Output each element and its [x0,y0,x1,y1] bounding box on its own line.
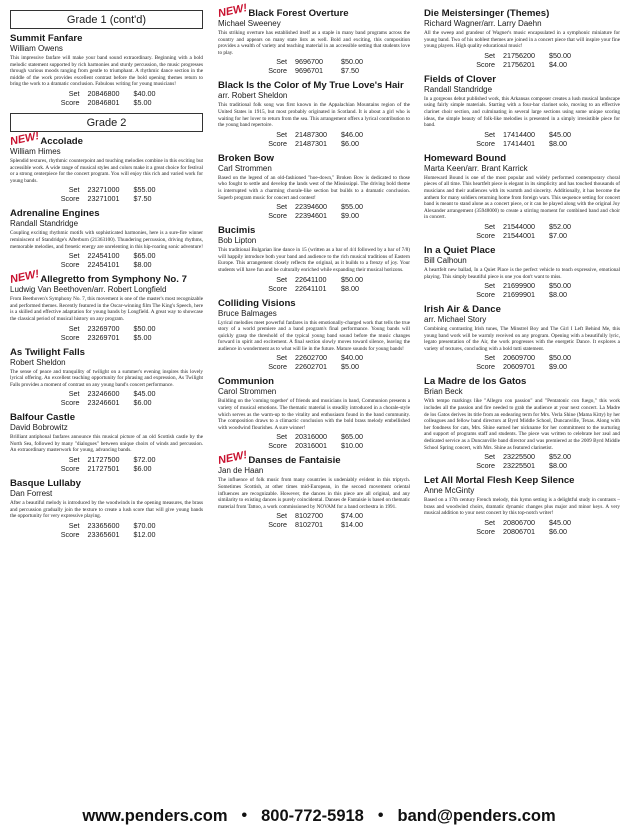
score-price-row [10,530,203,539]
catalog-number: 21544000 [503,221,535,231]
new-badge: NEW! [8,268,41,287]
price-value: $4.00 [549,59,567,69]
catalog-number: 22602701 [295,362,327,372]
catalog-item [424,304,620,371]
new-badge: NEW! [216,2,249,20]
set-price-row [10,324,203,333]
catalog-item [218,225,410,292]
grade-2-items [8,130,203,539]
item-composer: Bob Lipton [218,236,257,246]
catalog-number: 9696700 [295,57,323,67]
item-title-text: Broken Bow [218,152,274,164]
score-price-row [424,139,620,148]
catalog-number: 20846800 [87,88,120,98]
score-price-row [424,290,620,299]
price-value: $70.00 [133,520,156,530]
price-label: Score [60,260,80,270]
catalog-item [424,8,620,69]
price-label: Score [60,97,80,107]
price-value: $14.00 [341,520,363,530]
item-title-text: Danses de Fantaisie [248,455,341,467]
item-composer: David Bobrowitz [10,423,68,433]
price-value: $65.00 [133,251,156,261]
catalog-number: 20316000 [295,432,327,442]
item-title [424,376,620,387]
price-label: Set [484,518,495,527]
item-composer: Carol Strommen [218,387,277,397]
column-2 [216,2,410,534]
catalog-number: 22454100 [87,251,120,261]
set-price-row [424,281,620,290]
item-description: The sense of peace and tranquility of twilight on a summer's evening inspires this lovely lyrical offering. An excellent teaching opportunity for phrasing and expression, As Twilight Falls provides a moment of contrast on any young band's concert performance. [10,368,203,388]
catalog-number: 21756201 [503,59,535,69]
catalog-number: 20609701 [503,362,535,372]
set-price-row [218,57,410,66]
score-price-row [424,461,620,470]
catalog-item [216,449,410,530]
item-title [10,347,203,358]
catalog-number: 23365600 [87,520,120,530]
catalog-number: 23269701 [87,332,120,342]
price-label: Score [60,529,80,539]
price-value: $9.00 [549,362,567,372]
item-composer: Carl Strommen [218,163,272,173]
item-title-text: Irish Air & Dance [424,304,501,316]
catalog-number: 8102700 [295,511,323,521]
catalog-number: 8102701 [295,520,323,530]
item-title-text: Communion [218,376,274,388]
item-description: This impressive fanfare will make your band sound extraordinary. Beginning with a bold melodic statement supported by rich harmonies and sturdy percussion, the music progresses through various moods ranging from gentle to triumphant. A rhythmic dance section in the middle of the work provides excellent contrast before the bold opening themes return to bring the work to a dramatic conclusion. Fabulous writing for young musicians! [10,55,203,88]
price-label: Score [60,398,80,408]
item-title-text: Allegretto from Symphony No. 7 [40,274,187,286]
price-value: $8.00 [341,283,359,293]
price-value: $55.00 [133,185,156,195]
catalog-number: 9696701 [295,66,323,76]
price-label: Score [60,194,80,204]
item-description: Splendid textures, rhythmic counterpoint and touching melodies combine in this exciting but accessible work. A wide range of musical styles and colors make it a great choice for festival or a strong centerpiece for the concert program. You will enjoy this rich and varied work for young bands. [10,157,203,184]
item-title [8,268,203,287]
item-description: From Beethoven's Symphony No. 7, this movement is one of the master's most recognizable and performed themes. Recently featured in the Oscar-winning film The King's Speech, here is a skilled and effective adaptation for young bands by Longfield. A great way to showcase the classical period of musical history on any program. [10,296,203,322]
item-title-text: Colliding Visions [218,297,296,309]
price-value: $12.00 [133,529,156,539]
price-label: Score [60,332,80,342]
catalog-number: 17414401 [503,138,535,148]
set-price-row [10,455,203,464]
catalog-number: 23271000 [87,185,120,195]
new-badge: NEW! [8,130,41,148]
item-description: Homeward Bound is one of the most popular and widely performed contemporary choral pieces of all time. This heartfelt piece is elegant in its simplicity and has touched thousands of musicians and their audiences with its warmth and sincerity. Additionally, it has become the anthem for many soldiers returning home from foreign wars. This sequence setting for concert band is meant to stand alone as a concert piece, or it can be played along with the original Joy Alexander arrangement (35948000) to create a stirring moment for combined band and choir in concert. [424,174,620,221]
price-value: $50.00 [549,281,571,291]
item-title-text: In a Quiet Place [424,244,496,256]
column-1 [10,8,203,544]
catalog-number: 21487300 [295,129,327,139]
price-label: Score [476,230,495,240]
price-value: $8.00 [133,260,152,270]
price-label: Score [268,520,287,530]
item-title [424,153,620,164]
item-title [10,478,203,489]
item-title-text: La Madre de los Gatos [424,376,527,388]
price-label: Score [268,138,287,148]
price-label: Set [484,281,495,291]
price-label: Set [276,511,287,521]
item-description: This traditional folk song was first known in the Appalachian Mountains region of the United States in 1915, but most probably originated in Scotland. It is about a girl who is waiting for her lover to return from the sea. This arrangement offers a lyrical contribution to the young band repertoire. [218,102,410,129]
catalog-item [424,153,620,240]
item-title [10,208,203,219]
set-price-row [424,353,620,362]
price-label: Score [268,211,287,221]
catalog-number: 17414400 [503,129,535,139]
price-label: Set [68,88,80,98]
catalog-number: 22641101 [295,283,327,293]
price-label: Score [476,138,495,148]
set-price-row [218,511,410,520]
score-price-row [218,362,410,371]
set-price-row [218,432,410,441]
price-value: $5.00 [133,332,152,342]
catalog-item [218,153,410,220]
set-price-row [424,222,620,231]
price-value: $8.00 [549,290,567,300]
price-label: Score [476,362,495,372]
catalog-item [424,475,620,536]
item-title-text: Die Meistersinger (Themes) [424,8,550,19]
score-price-row [218,139,410,148]
item-composer: Jan de Haan [218,466,264,476]
catalog-number: 23225501 [503,461,535,471]
catalog-number: 20846801 [87,97,120,107]
set-price-row [218,275,410,284]
price-value: $40.00 [341,353,363,363]
item-composer: William Himes [10,146,61,156]
price-value: $45.00 [133,389,156,399]
footer-separator: • [241,807,248,824]
price-label: Set [484,129,495,139]
catalog-number: 23365601 [87,529,120,539]
item-composer: Richard Wagner/arr. Larry Daehn [424,19,542,28]
set-price-row [10,89,203,98]
price-label: Score [268,66,287,76]
price-value: $50.00 [341,57,363,67]
price-label: Set [484,221,495,231]
price-label: Set [276,432,287,442]
item-title-text: Black Is the Color of My True Love's Hair [218,80,404,92]
set-price-row [424,452,620,461]
price-label: Set [484,50,495,60]
item-title-text: Basque Lullaby [10,478,81,490]
item-title [8,130,203,148]
item-description: This striking overture has established itself as a staple in many band programs across the country and appears on many state lists as well. Bold and exciting, this composition provides a wealth of variety and teaching material in an accessible setting that students love to play. [218,30,410,56]
score-price-row [218,284,410,293]
price-label: Set [68,520,80,530]
catalog-number: 22394600 [295,202,327,212]
price-value: $5.00 [341,362,359,372]
catalog-item [10,412,203,473]
set-price-row [218,353,410,362]
item-description: Coupling exciting rhythmic motifs with sophisticated harmonies, here is a sure-fire winner reminiscent of Standridge's Afterburn (21363100). Thundering percussion, driving rhythms, memorable melodies, and frenetic energy are unrelenting in this hip-roaring sonic adventure! [10,230,203,250]
set-price-row [218,202,410,211]
item-composer: Randall Standridge [10,219,79,229]
price-label: Set [276,57,287,67]
set-price-row [10,185,203,194]
price-label: Set [68,251,80,261]
price-label: Set [68,185,80,195]
price-label: Score [476,461,495,471]
score-price-row [218,520,410,529]
catalog-item [10,33,203,107]
score-price-row [10,333,203,342]
score-price-row [424,362,620,371]
catalog-number: 21727500 [87,455,120,465]
price-value: $8.00 [549,138,567,148]
item-title [218,80,410,91]
catalog-number: 22641100 [295,274,327,284]
score-price-row [218,441,410,450]
catalog-item [424,74,620,148]
footer-phone[interactable]: 800-772-5918 [261,806,364,825]
item-composer: Brian Beck [424,387,463,397]
price-label: Set [68,389,80,399]
price-label: Score [268,283,287,293]
price-value: $50.00 [341,274,363,284]
price-value: $55.00 [341,202,363,212]
price-value: $9.00 [341,211,359,221]
price-value: $40.00 [133,88,156,98]
catalog-item [10,347,203,408]
catalog-number: 21727501 [87,464,120,474]
score-price-row [424,231,620,240]
score-price-row [218,211,410,220]
item-description: This traditional Bulgarian line dance in 15 (written as a bar of 4/4 followed by a bar of 7/8) will happily introduce both your band and audience to the rich musical traditions of Eastern Europe. This arrangement closely reflects the original, as it builds to a frenzy of joy. Your students will have fun and be culturally enriched while expanding their musical horizons. [218,247,410,273]
item-description: Combining contrasting Irish tunes, The Minstrel Boy and The Girl I Left Behind Me, this young band work will be warmly received on any program. Opening with a beautifully lyric, legato presentation of the Air, the work progresses with the energetic Dance. It explores a variety of textures, concluding with a bold tutti statement. [424,326,620,352]
item-composer: Anne McGinty [424,486,475,496]
price-value: $6.00 [133,464,152,474]
item-description: All the sweep and grandeur of Wagner's music encapsulated in a symphonic miniature for young band. Two of his noblest themes are joined in a concert piece that will inspire your fine young players. High quality educational music! [424,30,620,50]
price-value: $50.00 [133,323,156,333]
new-badge: NEW! [216,449,249,468]
item-composer: Michael Sweeney [218,19,281,28]
item-composer: William Owens [10,44,63,53]
item-description: Brilliant antiphonal fanfares announce this musical picture of an old Scottish castle by the North Sea, followed by many "dialogues" between unique choirs of winds and percussion. An extraordinary masterwork for young, advancing bands. [10,434,203,454]
price-value: $65.00 [341,432,363,442]
score-price-row [424,60,620,69]
catalog-number: 22394601 [295,211,327,221]
price-value: $7.50 [133,194,152,204]
item-composer: Bruce Balmages [218,308,277,318]
score-price-row [424,527,620,536]
item-title [424,304,620,315]
item-title [216,449,410,468]
catalog-item [10,478,203,539]
catalog-item [8,130,203,204]
catalog-number: 21699901 [503,290,535,300]
footer-contact [0,806,638,826]
catalog-number: 23225500 [503,452,535,462]
item-title-text: Let All Mortal Flesh Keep Silence [424,475,575,487]
item-composer: Marta Keen/arr. Brant Karrick [424,163,528,173]
item-composer: arr. Robert Sheldon [218,91,288,101]
column-3 [424,8,620,541]
price-label: Set [68,455,80,465]
catalog-number: 20609700 [503,353,535,363]
footer-website[interactable]: www.penders.com [82,806,228,825]
item-title-text: Black Forest Overture [248,8,349,19]
item-composer: Robert Sheldon [10,357,66,367]
score-price-row [10,98,203,107]
catalog-number: 23246600 [87,389,120,399]
set-price-row [10,251,203,260]
item-description: Based on a 17th century French melody, this hymn setting is a delightful study in contrasts – brass and woodwind choirs, dramatic dynamic changes plus major and minor keys. A very musical addition to your next concert by this top-notch writer! [424,497,620,517]
item-title [218,225,410,236]
price-value: $74.00 [341,511,363,521]
catalog-number: 22454101 [87,260,120,270]
catalog-number: 20806700 [503,518,535,527]
price-label: Set [276,353,287,363]
price-value: $10.00 [341,441,363,451]
set-price-row [424,518,620,527]
item-title-text: Accolade [40,135,83,147]
item-title [424,74,620,85]
score-price-row [10,194,203,203]
catalog-number: 23246601 [87,398,120,408]
item-composer: Ludwig Van Beethoven/arr. Robert Longfield [10,285,167,295]
catalog-number: 20316001 [295,441,327,451]
price-value: $6.00 [133,398,152,408]
catalog-number: 21544001 [503,230,535,240]
catalog-item [216,2,410,76]
catalog-number: 22602700 [295,353,327,363]
price-label: Score [476,527,495,536]
catalog-number: 23271001 [87,194,120,204]
catalog-item [218,80,410,147]
item-title [424,475,620,486]
price-value: $72.00 [133,455,156,465]
item-composer: Randall Standridge [424,84,493,94]
grade-1-header: Grade 1 (cont'd) [10,10,203,29]
price-label: Set [276,202,287,212]
set-price-row [10,521,203,530]
item-title-text: Fields of Clover [424,73,496,85]
item-title [218,298,410,309]
item-description: Lyrical melodies meet powerful fanfares in this emotionally-charged work that tells the true story of a world premiere and a band program's final performance. Young bands will quickly grasp the threshold of the typical young band sound before the music changes forward in spirit and excitement. A final section slowly moves toward silence, leaving the audience in wonderment as to what will lie in the future. Mature sounds for young bands! [218,319,410,352]
score-price-row [10,398,203,407]
price-label: Score [268,441,287,451]
item-description: Building on the 'coming together' of friends and musicians in band, Communion presents a variety of musical emotions. The thematic material is steadily introduced in a chorale-style which serves as the warm-up to the vitality and enthusiasm found in the band community. The composition draws to a climactic conclusion with the bold brass melody embellished with woodwind flourishes. A sure winner! [218,398,410,431]
set-price-row [424,51,620,60]
catalog-item [8,268,203,342]
item-composer: Dan Forrest [10,489,53,499]
item-title [218,376,410,387]
set-price-row [218,130,410,139]
price-label: Score [476,59,495,69]
set-price-row [10,389,203,398]
price-label: Set [484,353,495,363]
item-description: Based on the legend of an old-fashioned "hoe-down," Broken Bow is dedicated to those who fought to settle and develop the lands west of the Mississippi. The driving bold theme is interrupted with a charming chorale-like section but builds to a dramatic conclusion. Superb program music for concert and contest! [218,174,410,201]
price-label: Set [276,274,287,284]
price-value: $7.00 [549,230,567,240]
item-title [10,412,203,423]
catalog-item [218,298,410,372]
set-price-row [424,130,620,139]
score-price-row [218,66,410,75]
catalog-number: 23269700 [87,323,120,333]
item-title [216,2,410,20]
price-value: $45.00 [549,518,571,527]
item-description: A heartfelt new ballad, In a Quiet Place is the perfect vehicle to teach expressive, emotional playing. This simply beautiful piece is one you don't want to miss. [424,266,620,280]
price-value: $46.00 [341,129,363,139]
price-value: $5.00 [133,97,152,107]
item-title [424,8,620,19]
price-label: Set [276,129,287,139]
item-title-text: Summit Fanfare [10,33,83,44]
item-description: With tempo markings like "Allegro con passion" and "Pentatonic con fuego," this work includes all the passion and fire needed to grab the audience at your next concert. La Madre de los Gatos derives its title from an endearing term for Mrs. Verla Shine (Mama Kitty) by her colleagues and fellow band directors at Byrd Middle School, Duncanville, Texas. Along with her fondness for cats, Mrs. Shine earned her nickname for her commitment to the nurturing and support of programs staff and students. The piece was written to celebrate her zeal and dedicated service as a Duncanville band director and was premiered at the 2009 Byrd Middle School Spring concert, with Mrs. Shine as featured clarinetist. [424,398,620,451]
catalog-number: 20806701 [503,527,535,536]
item-composer: Bill Calhoun [424,255,467,265]
catalog-item [424,245,620,299]
footer-email[interactable]: band@penders.com [397,806,556,825]
price-value: $6.00 [549,527,567,536]
item-title [424,245,620,256]
item-title [218,153,410,164]
catalog-number: 21756200 [503,50,535,60]
price-value: $52.00 [549,452,571,462]
price-value: $7.50 [341,66,359,76]
item-title-text: Balfour Castle [10,412,76,424]
price-value: $6.00 [341,138,359,148]
price-value: $8.00 [549,461,567,471]
footer-separator: • [377,807,384,824]
price-value: $50.00 [549,353,571,363]
price-label: Score [268,362,287,372]
price-value: $50.00 [549,50,571,60]
item-title-text: Homeward Bound [424,152,507,164]
item-title-text: Adrenaline Engines [10,208,100,220]
item-description: The influence of folk music from many countries is undeniably evident in this triptych. Sometimes Scottish, at other times mid-European, in the second movement oriental influences are recognizable. However, the dances in this piece are all original, and any similarity to existing dances is purely coincidental. Danses de Fantaisie is based on thematic material from Tattoo, a work commissioned by NOVAM for a band orchestra in 1991. [218,477,410,510]
item-description: After a beautiful melody is introduced by the woodwinds in the opening measures, the brass and percussion gradually join the texture to create a lush score that will give young bands the opportunity for very expressive playing. [10,500,203,520]
item-title-text: Bucimis [218,225,256,237]
price-label: Score [60,464,80,474]
grade-2-header: Grade 2 [10,113,203,132]
catalog-item [218,376,410,450]
price-value: $52.00 [549,221,571,231]
price-label: Score [476,290,495,300]
catalog-item [10,208,203,269]
price-label: Set [484,452,495,462]
score-price-row [10,260,203,269]
catalog-number: 21487301 [295,138,327,148]
price-label: Set [68,323,80,333]
item-composer: arr. Michael Story [424,315,487,325]
catalog-number: 21699900 [503,281,535,291]
grade-1-items [10,33,203,107]
score-price-row [10,464,203,473]
catalog-item [424,376,620,470]
price-value: $45.00 [549,129,571,139]
item-title [10,33,203,44]
item-title-text: As Twilight Falls [10,346,85,358]
item-description: In a gorgeous debut published work, this Arkansas composer creates a lush musical landscape using fairly simple materials. Starting with a four-bar clarinet solo, moving to an effective clarinet choir section, and culminating in several large sections using some unique scoring ideas, the simple beauty of folk-like melodies is presented in a simply irresistible piece for band. [424,95,620,129]
